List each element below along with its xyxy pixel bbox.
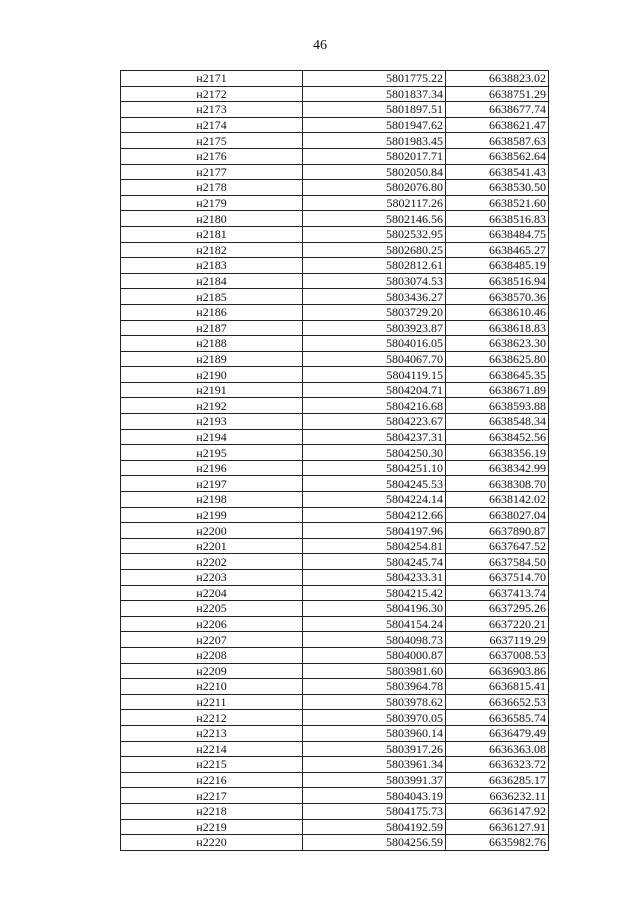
point-name-cell: н2175 bbox=[121, 133, 303, 149]
table-row bbox=[121, 382, 549, 398]
y-coordinate-cell: 6636815.41 bbox=[446, 679, 549, 695]
table-row bbox=[121, 429, 549, 445]
table-row bbox=[121, 601, 549, 617]
point-name-cell: н2218 bbox=[121, 803, 303, 819]
table-row bbox=[121, 772, 549, 788]
x-coordinate-cell: 5802050.84 bbox=[303, 164, 446, 180]
table-row bbox=[121, 663, 549, 679]
y-coordinate-cell: 6638621.47 bbox=[446, 117, 549, 133]
y-coordinate-cell: 6638541.43 bbox=[446, 164, 549, 180]
x-coordinate-cell: 5804154.24 bbox=[303, 616, 446, 632]
y-coordinate-cell: 6638356.19 bbox=[446, 445, 549, 461]
y-coordinate-cell: 6637413.74 bbox=[446, 585, 549, 601]
table-row bbox=[121, 133, 549, 149]
x-coordinate-cell: 5801947.62 bbox=[303, 117, 446, 133]
point-name-cell: н2181 bbox=[121, 226, 303, 242]
point-name-cell: н2220 bbox=[121, 835, 303, 851]
table-row bbox=[121, 710, 549, 726]
page-number: 46 bbox=[313, 38, 327, 53]
table-row bbox=[121, 741, 549, 757]
point-name-cell: н2190 bbox=[121, 367, 303, 383]
y-coordinate-cell: 6638465.27 bbox=[446, 242, 549, 258]
point-name-cell: н2205 bbox=[121, 601, 303, 617]
point-name-cell: н2176 bbox=[121, 148, 303, 164]
point-name-cell: н2206 bbox=[121, 616, 303, 632]
y-coordinate-cell: 6637514.70 bbox=[446, 570, 549, 586]
table-row bbox=[121, 507, 549, 523]
table-row bbox=[121, 725, 549, 741]
point-name-cell: н2200 bbox=[121, 523, 303, 539]
x-coordinate-cell: 5802076.80 bbox=[303, 180, 446, 196]
table-row bbox=[121, 336, 549, 352]
point-name-cell: н2191 bbox=[121, 382, 303, 398]
coordinates-table-body bbox=[121, 71, 549, 851]
y-coordinate-cell: 6637295.26 bbox=[446, 601, 549, 617]
point-name-cell: н2171 bbox=[121, 71, 303, 87]
y-coordinate-cell: 6638452.56 bbox=[446, 429, 549, 445]
table-row bbox=[121, 538, 549, 554]
y-coordinate-cell: 6638142.02 bbox=[446, 492, 549, 508]
point-name-cell: н2183 bbox=[121, 258, 303, 274]
point-name-cell: н2212 bbox=[121, 710, 303, 726]
table-row bbox=[121, 226, 549, 242]
y-coordinate-cell: 6638751.29 bbox=[446, 86, 549, 102]
x-coordinate-cell: 5801897.51 bbox=[303, 102, 446, 118]
table-row bbox=[121, 647, 549, 663]
table-row bbox=[121, 180, 549, 196]
x-coordinate-cell: 5804215.42 bbox=[303, 585, 446, 601]
y-coordinate-cell: 6638671.89 bbox=[446, 382, 549, 398]
x-coordinate-cell: 5804256.59 bbox=[303, 835, 446, 851]
point-name-cell: н2214 bbox=[121, 741, 303, 757]
y-coordinate-cell: 6637890.87 bbox=[446, 523, 549, 539]
y-coordinate-cell: 6636285.17 bbox=[446, 772, 549, 788]
point-name-cell: н2208 bbox=[121, 647, 303, 663]
x-coordinate-cell: 5801983.45 bbox=[303, 133, 446, 149]
table-row bbox=[121, 258, 549, 274]
x-coordinate-cell: 5803970.05 bbox=[303, 710, 446, 726]
table-row bbox=[121, 570, 549, 586]
y-coordinate-cell: 6636323.72 bbox=[446, 757, 549, 773]
x-coordinate-cell: 5804043.19 bbox=[303, 788, 446, 804]
point-name-cell: н2195 bbox=[121, 445, 303, 461]
point-name-cell: н2178 bbox=[121, 180, 303, 196]
y-coordinate-cell: 6636585.74 bbox=[446, 710, 549, 726]
table-row bbox=[121, 460, 549, 476]
table-row bbox=[121, 819, 549, 835]
table-row bbox=[121, 117, 549, 133]
point-name-cell: н2174 bbox=[121, 117, 303, 133]
y-coordinate-cell: 6638623.30 bbox=[446, 336, 549, 352]
x-coordinate-cell: 5804192.59 bbox=[303, 819, 446, 835]
y-coordinate-cell: 6638645.35 bbox=[446, 367, 549, 383]
y-coordinate-cell: 6636479.49 bbox=[446, 725, 549, 741]
point-name-cell: н2219 bbox=[121, 819, 303, 835]
x-coordinate-cell: 5804223.67 bbox=[303, 414, 446, 430]
x-coordinate-cell: 5804237.31 bbox=[303, 429, 446, 445]
x-coordinate-cell: 5803960.14 bbox=[303, 725, 446, 741]
table-row bbox=[121, 788, 549, 804]
y-coordinate-cell: 6638562.64 bbox=[446, 148, 549, 164]
point-name-cell: н2188 bbox=[121, 336, 303, 352]
point-name-cell: н2177 bbox=[121, 164, 303, 180]
x-coordinate-cell: 5803436.27 bbox=[303, 289, 446, 305]
x-coordinate-cell: 5803917.26 bbox=[303, 741, 446, 757]
y-coordinate-cell: 6636652.53 bbox=[446, 694, 549, 710]
point-name-cell: н2197 bbox=[121, 476, 303, 492]
y-coordinate-cell: 6636127.91 bbox=[446, 819, 549, 835]
point-name-cell: н2202 bbox=[121, 554, 303, 570]
table-row bbox=[121, 102, 549, 118]
x-coordinate-cell: 5803964.78 bbox=[303, 679, 446, 695]
x-coordinate-cell: 5804251.10 bbox=[303, 460, 446, 476]
table-row bbox=[121, 273, 549, 289]
point-name-cell: н2185 bbox=[121, 289, 303, 305]
point-name-cell: н2207 bbox=[121, 632, 303, 648]
y-coordinate-cell: 6637008.53 bbox=[446, 647, 549, 663]
x-coordinate-cell: 5804245.74 bbox=[303, 554, 446, 570]
point-name-cell: н2192 bbox=[121, 398, 303, 414]
x-coordinate-cell: 5804197.96 bbox=[303, 523, 446, 539]
y-coordinate-cell: 6638823.02 bbox=[446, 71, 549, 87]
y-coordinate-cell: 6638610.46 bbox=[446, 304, 549, 320]
point-name-cell: н2186 bbox=[121, 304, 303, 320]
table-row bbox=[121, 523, 549, 539]
x-coordinate-cell: 5803074.53 bbox=[303, 273, 446, 289]
point-name-cell: н2210 bbox=[121, 679, 303, 695]
y-coordinate-cell: 6638485.19 bbox=[446, 258, 549, 274]
table-row bbox=[121, 492, 549, 508]
y-coordinate-cell: 6636232.11 bbox=[446, 788, 549, 804]
table-row bbox=[121, 632, 549, 648]
x-coordinate-cell: 5804224.14 bbox=[303, 492, 446, 508]
y-coordinate-cell: 6638530.50 bbox=[446, 180, 549, 196]
point-name-cell: н2173 bbox=[121, 102, 303, 118]
point-name-cell: н2198 bbox=[121, 492, 303, 508]
y-coordinate-cell: 6638027.04 bbox=[446, 507, 549, 523]
point-name-cell: н2187 bbox=[121, 320, 303, 336]
y-coordinate-cell: 6638625.80 bbox=[446, 351, 549, 367]
table-row bbox=[121, 320, 549, 336]
y-coordinate-cell: 6637584.50 bbox=[446, 554, 549, 570]
y-coordinate-cell: 6636903.86 bbox=[446, 663, 549, 679]
table-row bbox=[121, 71, 549, 87]
x-coordinate-cell: 5804216.68 bbox=[303, 398, 446, 414]
x-coordinate-cell: 5803981.60 bbox=[303, 663, 446, 679]
table-row bbox=[121, 398, 549, 414]
table-row bbox=[121, 803, 549, 819]
y-coordinate-cell: 6638677.74 bbox=[446, 102, 549, 118]
y-coordinate-cell: 6638570.36 bbox=[446, 289, 549, 305]
y-coordinate-cell: 6638521.60 bbox=[446, 195, 549, 211]
y-coordinate-cell: 6636363.08 bbox=[446, 741, 549, 757]
x-coordinate-cell: 5803961.34 bbox=[303, 757, 446, 773]
table-row bbox=[121, 679, 549, 695]
point-name-cell: н2189 bbox=[121, 351, 303, 367]
table-row bbox=[121, 211, 549, 227]
point-name-cell: н2211 bbox=[121, 694, 303, 710]
y-coordinate-cell: 6638516.83 bbox=[446, 211, 549, 227]
x-coordinate-cell: 5804254.81 bbox=[303, 538, 446, 554]
y-coordinate-cell: 6638587.63 bbox=[446, 133, 549, 149]
coordinates-table bbox=[120, 70, 549, 851]
x-coordinate-cell: 5804204.71 bbox=[303, 382, 446, 398]
y-coordinate-cell: 6638484.75 bbox=[446, 226, 549, 242]
y-coordinate-cell: 6638516.94 bbox=[446, 273, 549, 289]
x-coordinate-cell: 5804175.73 bbox=[303, 803, 446, 819]
y-coordinate-cell: 6637220.21 bbox=[446, 616, 549, 632]
table-row bbox=[121, 195, 549, 211]
point-name-cell: н2196 bbox=[121, 460, 303, 476]
x-coordinate-cell: 5804016.05 bbox=[303, 336, 446, 352]
x-coordinate-cell: 5802117.26 bbox=[303, 195, 446, 211]
point-name-cell: н2204 bbox=[121, 585, 303, 601]
point-name-cell: н2172 bbox=[121, 86, 303, 102]
point-name-cell: н2209 bbox=[121, 663, 303, 679]
y-coordinate-cell: 6638308.70 bbox=[446, 476, 549, 492]
point-name-cell: н2203 bbox=[121, 570, 303, 586]
table-row bbox=[121, 148, 549, 164]
x-coordinate-cell: 5804067.70 bbox=[303, 351, 446, 367]
x-coordinate-cell: 5802532.95 bbox=[303, 226, 446, 242]
table-row bbox=[121, 616, 549, 632]
table-row bbox=[121, 351, 549, 367]
point-name-cell: н2201 bbox=[121, 538, 303, 554]
point-name-cell: н2179 bbox=[121, 195, 303, 211]
point-name-cell: н2182 bbox=[121, 242, 303, 258]
point-name-cell: н2180 bbox=[121, 211, 303, 227]
y-coordinate-cell: 6638593.88 bbox=[446, 398, 549, 414]
table-row bbox=[121, 164, 549, 180]
x-coordinate-cell: 5801837.34 bbox=[303, 86, 446, 102]
x-coordinate-cell: 5804245.53 bbox=[303, 476, 446, 492]
point-name-cell: н2194 bbox=[121, 429, 303, 445]
y-coordinate-cell: 6638342.99 bbox=[446, 460, 549, 476]
point-name-cell: н2213 bbox=[121, 725, 303, 741]
x-coordinate-cell: 5802812.61 bbox=[303, 258, 446, 274]
x-coordinate-cell: 5803923.87 bbox=[303, 320, 446, 336]
y-coordinate-cell: 6638548.34 bbox=[446, 414, 549, 430]
point-name-cell: н2215 bbox=[121, 757, 303, 773]
y-coordinate-cell: 6637119.29 bbox=[446, 632, 549, 648]
x-coordinate-cell: 5804212.66 bbox=[303, 507, 446, 523]
x-coordinate-cell: 5804000.87 bbox=[303, 647, 446, 663]
y-coordinate-cell: 6636147.92 bbox=[446, 803, 549, 819]
table-row bbox=[121, 289, 549, 305]
table-row bbox=[121, 476, 549, 492]
x-coordinate-cell: 5803978.62 bbox=[303, 694, 446, 710]
x-coordinate-cell: 5802146.56 bbox=[303, 211, 446, 227]
point-name-cell: н2199 bbox=[121, 507, 303, 523]
x-coordinate-cell: 5803729.20 bbox=[303, 304, 446, 320]
y-coordinate-cell: 6635982.76 bbox=[446, 835, 549, 851]
x-coordinate-cell: 5804119.15 bbox=[303, 367, 446, 383]
point-name-cell: н2216 bbox=[121, 772, 303, 788]
point-name-cell: н2193 bbox=[121, 414, 303, 430]
x-coordinate-cell: 5804233.31 bbox=[303, 570, 446, 586]
point-name-cell: н2217 bbox=[121, 788, 303, 804]
table-row bbox=[121, 367, 549, 383]
x-coordinate-cell: 5801775.22 bbox=[303, 71, 446, 87]
table-row bbox=[121, 414, 549, 430]
y-coordinate-cell: 6638618.83 bbox=[446, 320, 549, 336]
x-coordinate-cell: 5802017.71 bbox=[303, 148, 446, 164]
y-coordinate-cell: 6637647.52 bbox=[446, 538, 549, 554]
table-row bbox=[121, 757, 549, 773]
x-coordinate-cell: 5804250.30 bbox=[303, 445, 446, 461]
table-row bbox=[121, 242, 549, 258]
x-coordinate-cell: 5802680.25 bbox=[303, 242, 446, 258]
x-coordinate-cell: 5804098.73 bbox=[303, 632, 446, 648]
table-row bbox=[121, 554, 549, 570]
table-row bbox=[121, 445, 549, 461]
table-row bbox=[121, 304, 549, 320]
table-row bbox=[121, 86, 549, 102]
table-row bbox=[121, 835, 549, 851]
point-name-cell: н2184 bbox=[121, 273, 303, 289]
table-row bbox=[121, 585, 549, 601]
x-coordinate-cell: 5804196.30 bbox=[303, 601, 446, 617]
table-row bbox=[121, 694, 549, 710]
x-coordinate-cell: 5803991.37 bbox=[303, 772, 446, 788]
